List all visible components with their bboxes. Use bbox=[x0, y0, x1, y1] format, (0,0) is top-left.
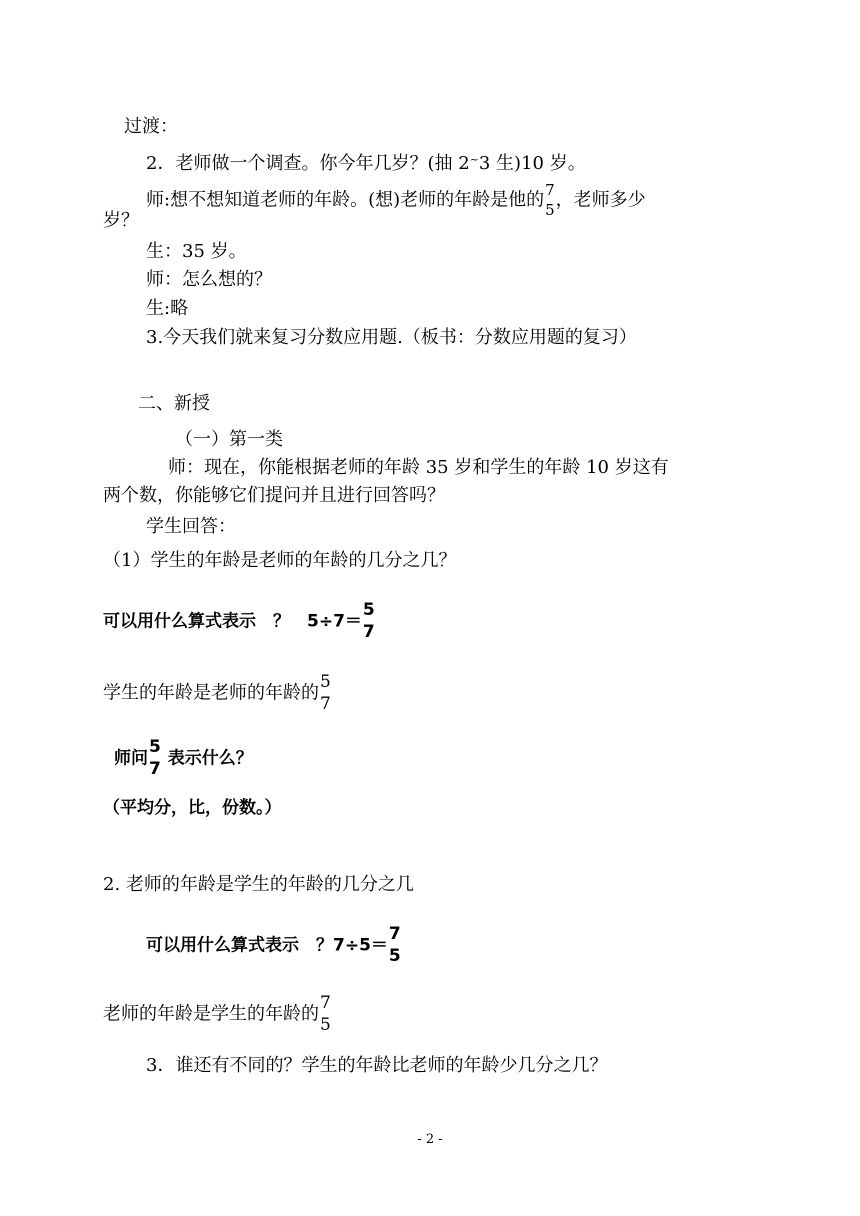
text-span: （1）学生的年龄是老师的年龄的几分之几？ bbox=[103, 550, 457, 571]
numerator: 5 bbox=[149, 737, 161, 757]
tilde-mark: ~ bbox=[469, 153, 479, 166]
text-span: 老师的年龄是学生的年龄的 bbox=[103, 1003, 319, 1025]
text-line bbox=[103, 797, 282, 819]
text-line bbox=[103, 874, 414, 896]
text-line bbox=[146, 298, 188, 320]
text-line bbox=[146, 327, 637, 349]
text-span: 学生的年龄是老师的年龄的 bbox=[103, 682, 319, 704]
fraction bbox=[545, 183, 555, 218]
denominator: 7 bbox=[149, 759, 161, 779]
text-span: 可以用什么算式表示 ？ bbox=[103, 611, 307, 632]
text-span: 表示什么？ bbox=[161, 748, 253, 769]
fraction bbox=[149, 739, 161, 778]
page-number: - 2 - bbox=[417, 1132, 443, 1147]
text-line bbox=[146, 269, 272, 291]
denominator: 5 bbox=[545, 201, 555, 219]
transition-label: 过渡： bbox=[124, 116, 178, 137]
text-span: 3 生)10 岁。 bbox=[478, 153, 586, 174]
formula-line bbox=[146, 926, 402, 965]
denominator: 5 bbox=[320, 1015, 331, 1035]
text-span: 生:略 bbox=[146, 298, 189, 319]
text-span: 生：35 岁。 bbox=[146, 241, 247, 262]
text-span: 师：现在，你能根据老师的年龄 35 岁和学生的年龄 10 岁这有 bbox=[168, 457, 669, 478]
fraction bbox=[320, 674, 331, 713]
fraction bbox=[363, 602, 375, 641]
text-line bbox=[168, 457, 669, 479]
numerator: 5 bbox=[320, 672, 331, 692]
text-line bbox=[146, 516, 236, 538]
text-span: 3.今天我们就来复习分数应用题.（板书：分数应用题的复习） bbox=[146, 327, 637, 348]
text-line bbox=[103, 674, 332, 713]
text-span: 3．谁还有不同的？学生的年龄比老师的年龄少几分之几？ bbox=[146, 1055, 608, 1076]
text-span: 2. 老师的年龄是学生的年龄的几分之几 bbox=[103, 874, 414, 895]
denominator: 7 bbox=[362, 622, 375, 642]
text-line bbox=[146, 183, 646, 218]
text-line bbox=[103, 485, 445, 507]
text-line bbox=[146, 1055, 607, 1077]
text-span: ，老师多少 bbox=[555, 189, 646, 211]
text-line bbox=[103, 550, 456, 572]
fraction bbox=[320, 995, 331, 1034]
numerator: 7 bbox=[320, 993, 331, 1013]
fraction bbox=[389, 926, 401, 965]
denominator: 7 bbox=[320, 694, 331, 714]
text-span: 7÷5＝ bbox=[333, 935, 388, 956]
text-span: 学生回答： bbox=[146, 516, 236, 537]
text-span: 可以用什么算式表示 ？ bbox=[146, 935, 333, 956]
text-span: 师：怎么想的？ bbox=[146, 269, 272, 290]
section-heading bbox=[138, 393, 210, 415]
text-line bbox=[146, 153, 586, 177]
text-span: （一）第一类 bbox=[175, 429, 283, 450]
subsection-heading bbox=[175, 429, 283, 451]
text-line bbox=[114, 739, 253, 778]
numerator: 7 bbox=[545, 181, 555, 199]
text-span: （平均分，比，份数。） bbox=[103, 798, 282, 818]
text-line bbox=[124, 116, 178, 138]
text-span: 两个数，你能够它们提问并且进行回答吗？ bbox=[103, 485, 445, 506]
text-line bbox=[146, 241, 247, 263]
text-span: 岁？ bbox=[103, 210, 139, 231]
text-line bbox=[103, 995, 332, 1034]
denominator: 5 bbox=[388, 946, 401, 966]
text-span: 5÷7＝ bbox=[307, 611, 362, 632]
numerator: 7 bbox=[388, 924, 401, 944]
text-span: 二、新授 bbox=[138, 393, 210, 414]
formula-line bbox=[103, 602, 376, 641]
text-span: 2．老师做一个调查。你今年几岁？(抽 2 bbox=[146, 153, 470, 174]
text-line bbox=[103, 210, 139, 232]
text-span: 师问 bbox=[114, 748, 148, 769]
text-span: 师:想不想知道老师的年龄。(想)老师的年龄是他的 bbox=[146, 189, 545, 211]
numerator: 5 bbox=[362, 600, 375, 620]
